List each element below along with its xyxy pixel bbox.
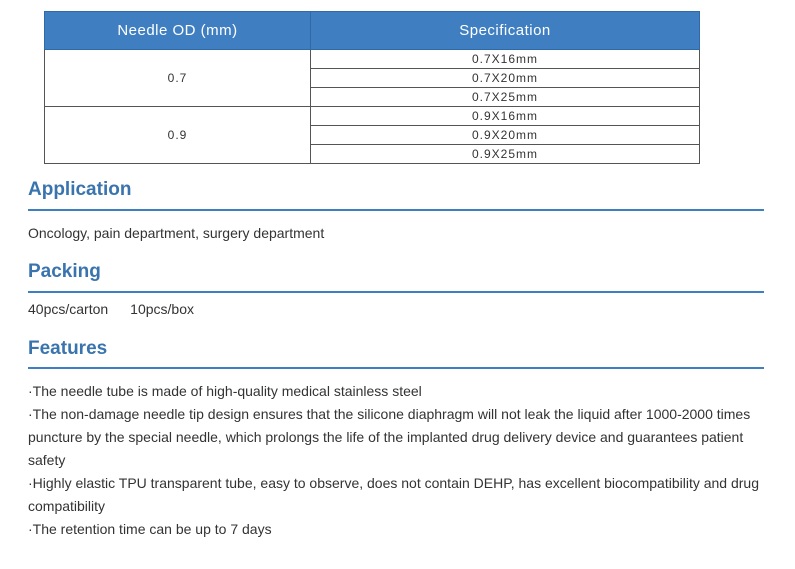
spec-cell: 0.9X20mm	[311, 126, 700, 145]
application-text: Oncology, pain department, surgery department	[28, 225, 325, 241]
spec-table	[44, 11, 700, 164]
packing-carton: 40pcs/carton	[28, 301, 109, 317]
list-item: ·The non-damage needle tip design ensures that the silicone diaphragm will not leak the liquid after 1000-2000 times puncture by the special needle, which prolongs the life of the implanted drug delivery device and guarantees patient safety	[28, 406, 751, 468]
od-cell: 0.9	[45, 107, 311, 164]
packing-heading: Packing	[28, 261, 101, 282]
packing-box: 10pcs/box	[130, 301, 194, 317]
packing-text	[28, 301, 194, 317]
spec-cell: 0.7X25mm	[311, 88, 700, 107]
header-specification: Specification	[311, 12, 700, 50]
packing-divider	[28, 291, 764, 293]
od-cell: 0.7	[45, 50, 311, 107]
spec-cell: 0.9X25mm	[311, 145, 700, 164]
table-row	[45, 50, 700, 69]
header-needle-od: Needle OD (mm)	[45, 12, 311, 50]
application-divider	[28, 209, 764, 211]
spec-cell: 0.7X16mm	[311, 50, 700, 69]
list-item: ·Highly elastic TPU transparent tube, easy to observe, does not contain DEHP, has excellent biocompatibility and drug compatibility	[28, 475, 759, 514]
spec-cell: 0.7X20mm	[311, 69, 700, 88]
features-list	[28, 380, 768, 541]
features-heading: Features	[28, 338, 108, 359]
application-heading: Application	[28, 179, 132, 200]
list-item: ·The retention time can be up to 7 days	[28, 521, 272, 537]
table-row	[45, 107, 700, 126]
table-header-row	[45, 12, 700, 50]
spec-cell: 0.9X16mm	[311, 107, 700, 126]
features-divider	[28, 367, 764, 369]
list-item: ·The needle tube is made of high-quality medical stainless steel	[28, 383, 422, 399]
